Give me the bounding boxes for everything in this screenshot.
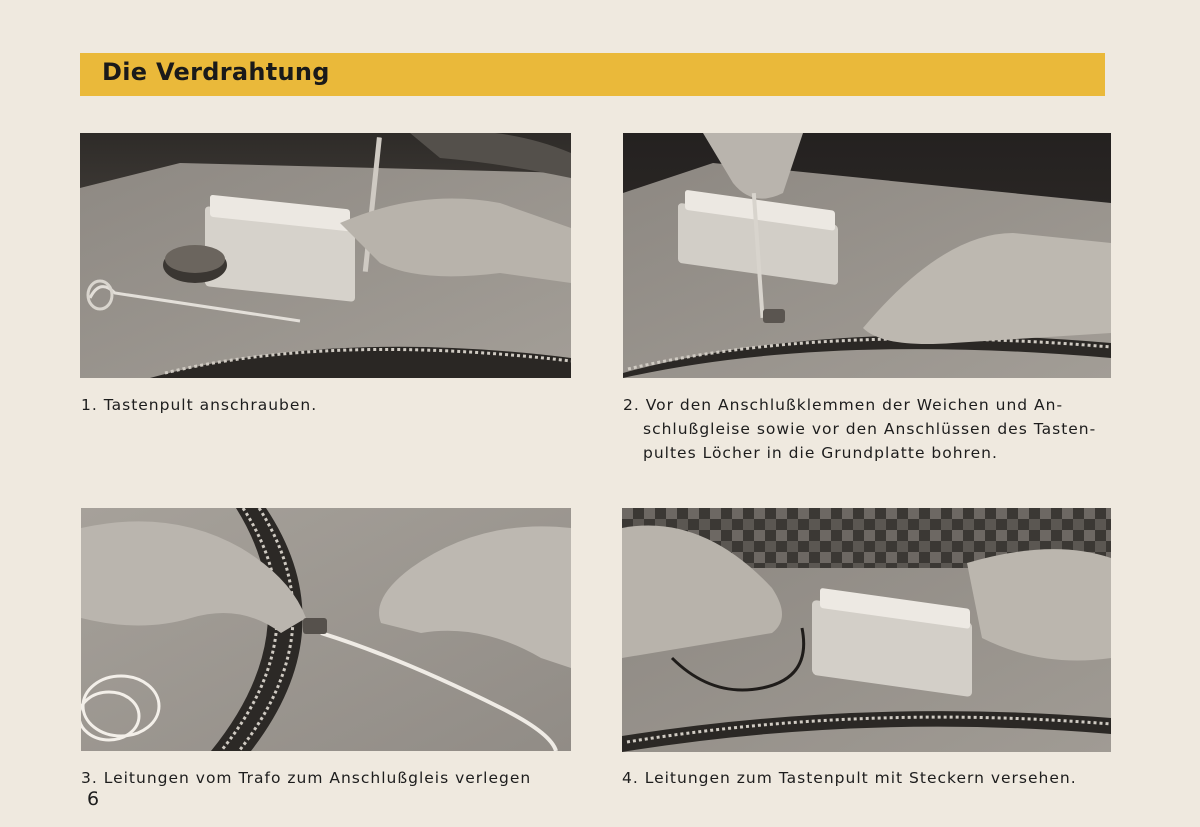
caption-step-2-line-1: 2. Vor den Anschlußklemmen der Weichen und An- xyxy=(623,396,1064,414)
caption-step-2-line-3: pultes Löcher in die Grundplatte bohren. xyxy=(643,444,998,462)
photo-step-2 xyxy=(623,133,1111,378)
photo-step-3 xyxy=(81,508,571,751)
page-title: Die Verdrahtung xyxy=(102,58,330,86)
caption-step-2-line-2: schlußgleise sowie vor den Anschlüssen des Tasten- xyxy=(643,420,1097,438)
caption-step-2 xyxy=(623,393,1113,465)
caption-step-3: 3. Leitungen vom Trafo zum Anschlußgleis verlegen xyxy=(81,769,532,787)
section-title-bar xyxy=(80,53,1105,96)
page-number: 6 xyxy=(87,788,100,810)
photo-step-1 xyxy=(80,133,571,378)
photo-step-4 xyxy=(622,508,1111,752)
caption-step-4: 4. Leitungen zum Tastenpult mit Steckern versehen. xyxy=(622,769,1077,787)
caption-step-1: 1. Tastenpult anschrauben. xyxy=(81,396,318,414)
